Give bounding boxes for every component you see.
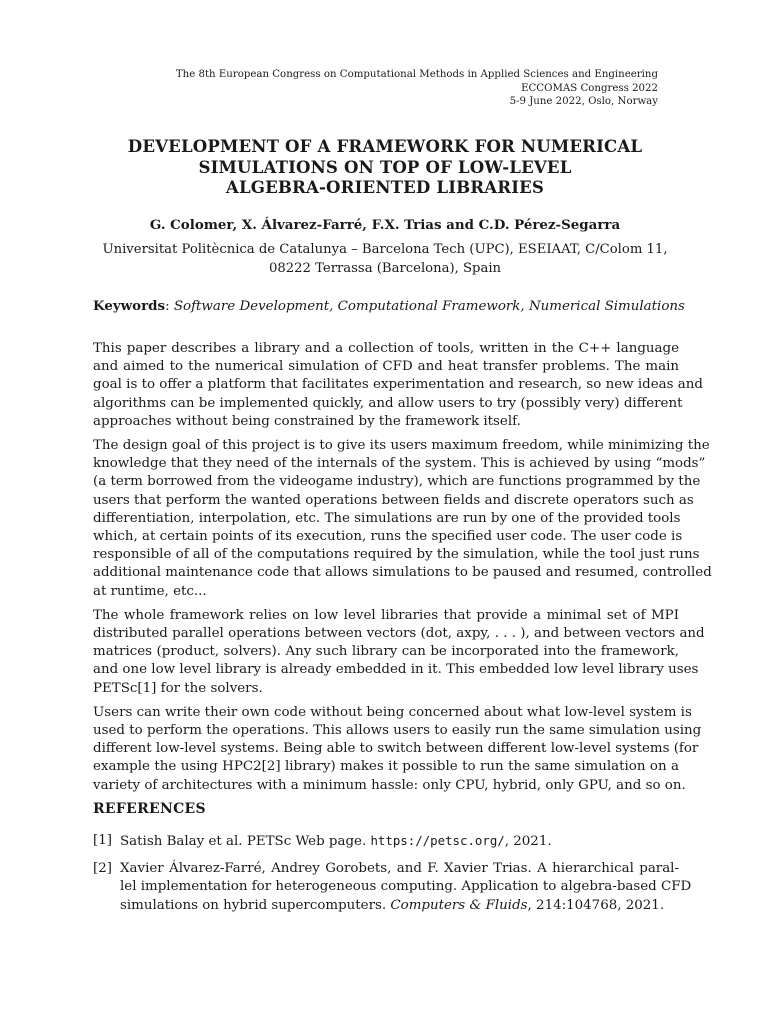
- text-line: (a term borrowed from the videogame industry), which are functions programmed by the: [93, 474, 701, 490]
- text-line: Xavier Álvarez-Farré, Andrey Gorobets, and F. Xavier Trias. A hierarchical paral-: [120, 861, 679, 877]
- reference-text: Satish Balay et al. PETSc Web page.: [120, 834, 371, 849]
- paper-title: [60, 136, 710, 198]
- reference-list: [93, 832, 692, 924]
- text-line: approaches without being constrained by the framework itself.: [93, 413, 521, 429]
- affiliation-line: 08222 Terrassa (Barcelona), Spain: [268, 261, 502, 276]
- text-line: additional maintenance code that allows simulations to be paused and resumed, controlled: [93, 565, 712, 581]
- affiliation-line: Universitat Politècnica de Catalunya – Barcelona Tech (UPC), ESEIAAT, C/Colom 11,: [102, 242, 668, 257]
- text-line: PETSc[1] for the solvers.: [93, 680, 263, 696]
- text-line: This paper describes a library and a collection of tools, written in the C++ language: [93, 341, 679, 356]
- text-line: at runtime, etc...: [93, 583, 207, 599]
- text-line: Users can write their own code without being concerned about what low-level system is: [93, 704, 692, 720]
- text-line: distributed parallel operations between vectors (dot, axpy, . . . ), and between vectors and: [93, 626, 705, 642]
- text-line: different low-level systems. Being able to switch between different low-level systems (for: [93, 741, 699, 757]
- reference-text: , 2021.: [504, 834, 552, 849]
- references-heading: REFERENCES: [93, 801, 206, 817]
- reference-item: [93, 832, 679, 851]
- conference-header: [138, 68, 658, 109]
- keywords: [93, 298, 685, 314]
- paragraph: [93, 340, 703, 431]
- text-line: differentiation, interpolation, etc. The simulations are run by one of the provided tools: [93, 510, 681, 526]
- text-line: [120, 832, 679, 851]
- title-line: DEVELOPMENT OF A FRAMEWORK FOR NUMERICAL: [127, 136, 643, 156]
- text-line: [120, 897, 679, 915]
- text-line: users that perform the wanted operations between fields and discrete operators such as: [93, 492, 694, 508]
- reference-url-link[interactable]: https://petsc.org/: [370, 833, 505, 848]
- paragraph: [93, 437, 712, 601]
- keywords-text: Software Development, Computational Framework, Numerical Simulations: [173, 299, 685, 314]
- text-line: matrices (product, solvers). Any such library can be incorporated into the framework,: [93, 644, 679, 660]
- text-line: lel implementation for heterogeneous computing. Application to algebra-based CFD: [120, 879, 692, 895]
- title-line: ALGEBRA-ORIENTED LIBRARIES: [225, 177, 545, 197]
- author-list: G. Colomer, X. Álvarez-Farré, F.X. Trias and C.D. Pérez-Segarra: [149, 217, 621, 233]
- reference-text: simulations on hybrid supercomputers.: [120, 897, 391, 913]
- journal-name: Computers & Fluids: [390, 897, 528, 913]
- text-line: and one low level library is already embedded in it. This embedded low level library uses: [93, 662, 699, 678]
- reference-text: , 214:104768, 2021.: [527, 897, 665, 913]
- text-line: which, at certain points of its execution, runs the specified user code. The user code is: [93, 529, 683, 545]
- reference-item: [93, 860, 692, 915]
- text-line: The design goal of this project is to give its users maximum freedom, while minimizing the: [93, 438, 710, 454]
- conference-date-location: 5-9 June 2022, Oslo, Norway: [509, 96, 658, 108]
- text-line: and aimed to the numerical simulation of CFD and heat transfer problems. The main: [93, 359, 679, 375]
- congress-name: ECCOMAS Congress 2022: [521, 82, 658, 94]
- text-line: knowledge that they need of the internals of the system. This is achieved by using “mods”: [93, 456, 706, 472]
- conference-name: The 8th European Congress on Computational Methods in Applied Sciences and Engineering: [175, 69, 658, 80]
- text-line: The whole framework relies on low level libraries that provide a minimal set of MPI: [93, 607, 679, 623]
- reference-number: [1]: [93, 833, 112, 848]
- text-line: variety of architectures with a minimum hassle: only CPU, hybrid, only GPU, and so on.: [93, 777, 686, 793]
- text-line: algorithms can be implemented quickly, and allow users to try (possibly very) different: [93, 395, 683, 411]
- keywords-label: Keywords: [93, 298, 166, 314]
- keywords-separator: :: [165, 299, 174, 314]
- text-line: goal is to offer a platform that facilitates experimentation and research, so new ideas and: [93, 377, 703, 393]
- title-line: SIMULATIONS ON TOP OF LOW-LEVEL: [198, 156, 572, 177]
- paragraph: [93, 704, 702, 795]
- reference-number: [2]: [93, 861, 112, 877]
- affiliation: [60, 240, 710, 278]
- paragraph: [93, 607, 705, 698]
- text-line: example the using HPC2[2] library) makes it possible to run the same simulation on a: [93, 759, 679, 775]
- abstract-body: [93, 340, 712, 801]
- text-line: used to perform the operations. This allows users to easily run the same simulation using: [93, 723, 702, 739]
- text-line: responsible of all of the computations required by the simulation, while the tool just runs: [93, 547, 700, 563]
